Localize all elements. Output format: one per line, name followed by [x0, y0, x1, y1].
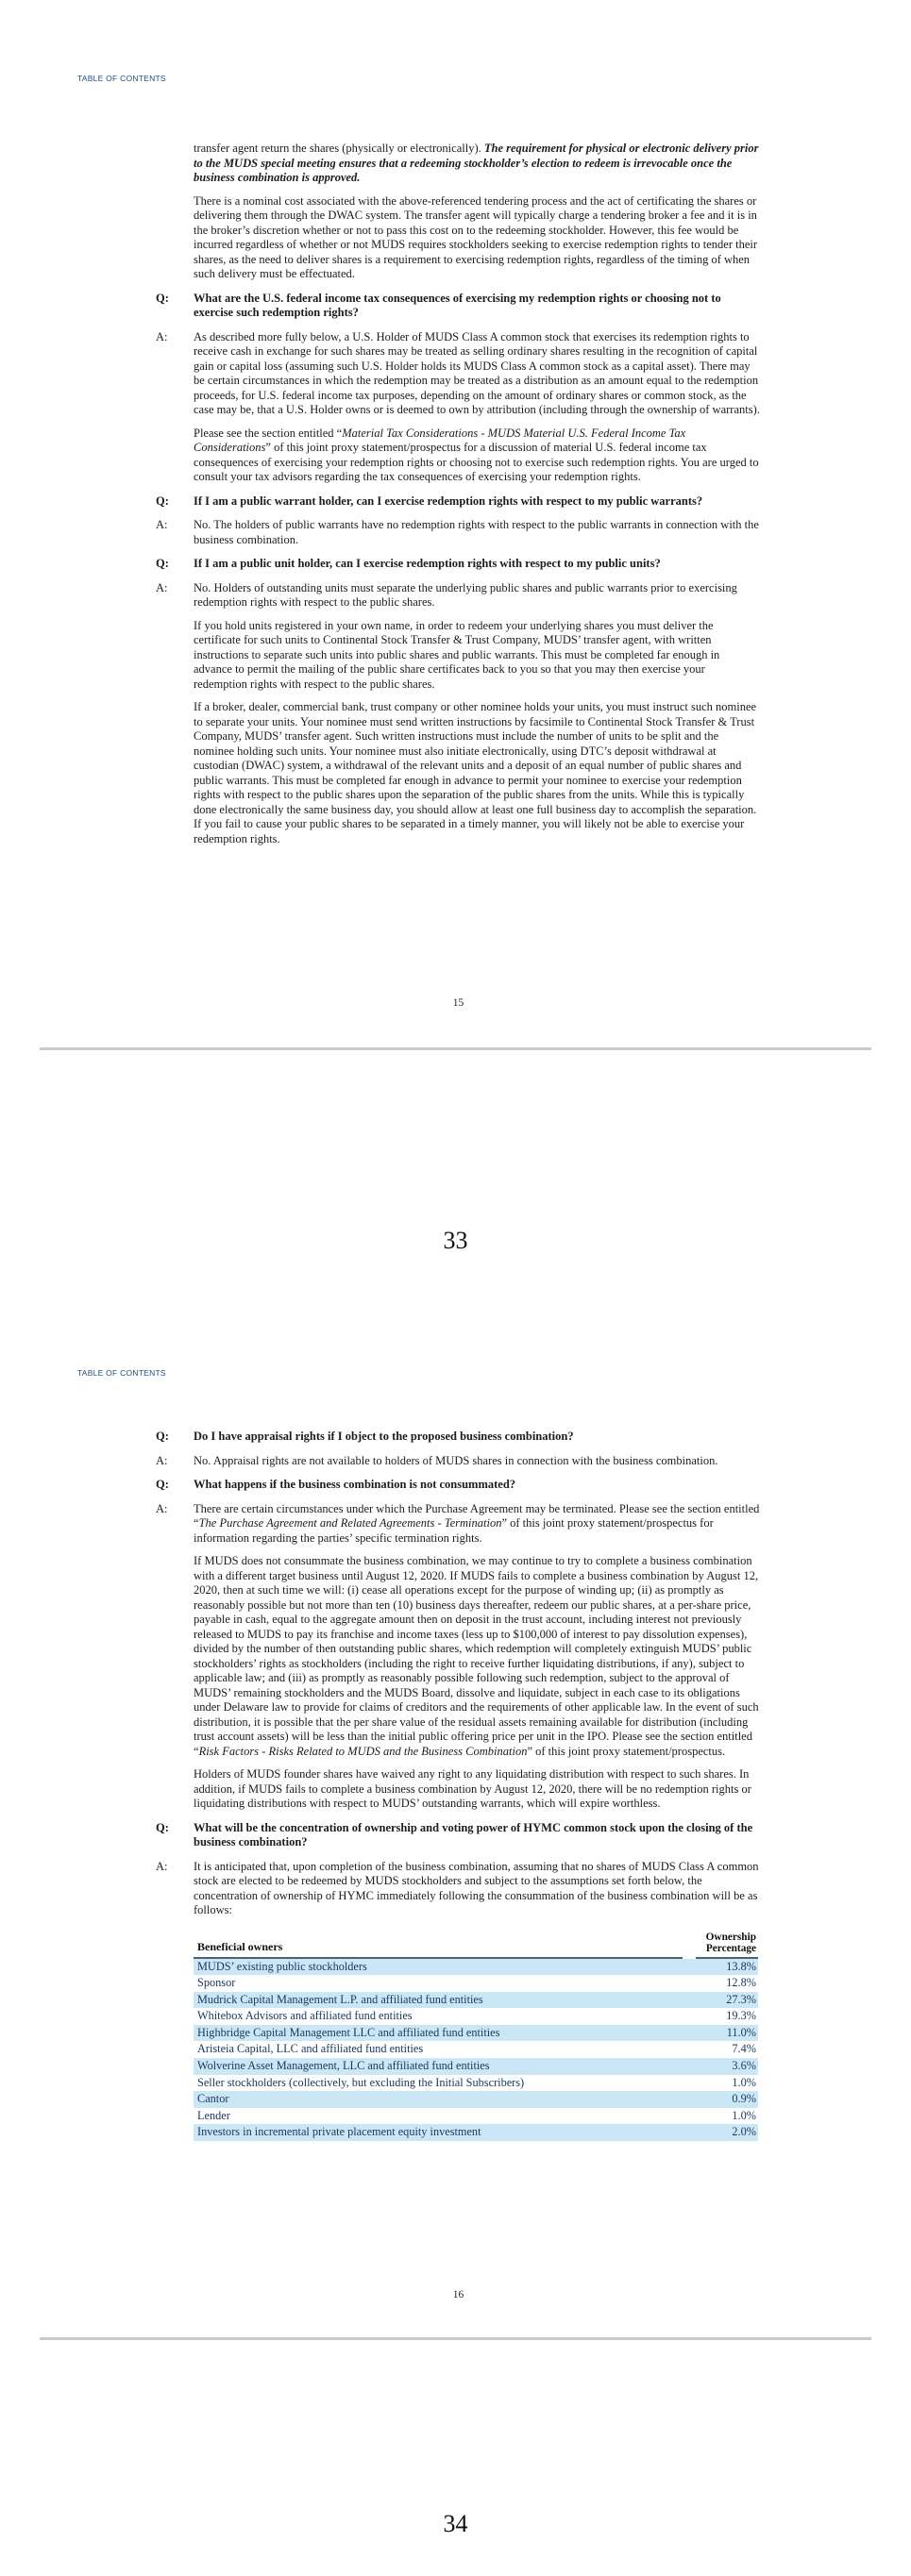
percentage-cell: 13.8% [726, 1959, 756, 1973]
answer-paragraph: Holders of MUDS founder shares have waived any right to any liquidating distribution with respect to such shares. In addition, if MUDS fails to complete a business combination by August 12, 2020, there will be no redemption rights or liquidating distributions with respect to MUDS’ outstanding warrants, which will expire worthless. [194, 1767, 751, 1810]
owner-cell: MUDS’ existing public stockholders [197, 1959, 367, 1973]
answer-label: A: [156, 1501, 168, 1515]
answer-paragraph: No. Appraisal rights are not available to holders of MUDS shares in connection with the business combination. [194, 1453, 718, 1467]
answer-paragraph: If a broker, dealer, commercial bank, trust company or other nominee holds your units, you must instruct such nominee to separate your units. Your nominee must send written instructions by facsimile to Continental Stock Transfer & Trust Company, MUDS’ transfer agent. Such written instructions must include the number of units to be split and the nominee holding such units. Your nominee must also initiate electronically, using DTC’s deposit withdrawal at custodian (DWAC) system, a withdrawal of the relevant units and a deposit of an equal number of public shares and public warrants. This must be completed far enough in advance to permit your nominee to exercise your redemption rights with respect to the public shares upon the separation of the public shares from the units. While this is typically done electronically the same business day, you should allow at least one full business day to accomplish the separation. If you fail to cause your public shares to be separated in a timely manner, you will likely not be able to exercise your redemption rights. [194, 700, 757, 845]
table-row [194, 2124, 758, 2141]
document-page-15 [0, 74, 911, 846]
percentage-cell: 27.3% [726, 1992, 756, 2006]
question-label: Q: [156, 291, 169, 305]
page-16-body [156, 1430, 761, 2141]
page-15-body [156, 142, 761, 846]
percentage-cell: 11.0% [726, 2025, 756, 2039]
owner-cell: Whitebox Advisors and affiliated fund entities [197, 2009, 413, 2023]
page-divider [40, 1047, 871, 1050]
percentage-cell: 19.3% [726, 2009, 756, 2023]
question-text: If I am a public unit holder, can I exercise redemption rights with respect to my public units? [194, 557, 661, 570]
question-row [156, 1430, 761, 1445]
answer-paragraph: No. Holders of outstanding units must separate the underlying public shares and public warrants prior to exercising redemption rights with respect to the public shares. [194, 580, 737, 609]
answer-paragraph: If MUDS does not consummate the business combination, we may continue to try to complete a business combination with a different target business until August 12, 2020. If MUDS fails to complete a business combination by August 12, 2020, then at such time we will: (i) cease all operations except for the purpose of winding up; (ii) as promptly as reasonably possible but not more than ten (10) business days thereafter, redeem our public shares, at a per-share price, payable in cash, equal to the aggregate amount then on deposit in the trust account, including interest not previously released to MUDS to pay its franchise and income taxes (less up to $100,000 of interest to pay dissolution expenses), divided by the number of then outstanding public shares, which redemption will completely extinguish MUDS’ public stockholders’ rights as stockholders (including the right to receive further liquidating distributions, if any), subject to applicable law; and (iii) as promptly as reasonably possible following such redemption, subject to the approval of MUDS’ remaining stockholders and the MUDS Board, dissolve and liquidate, subject in each case to its obligations under Delaware law to provide for claims of creditors and the requirements of other applicable law. In the event of such distribution, it is possible that the per share value of the residual assets remaining available for distribution (including trust account assets) will be less than the initial public offering price per unit in the IPO. Please see the section entitled “Risk Factors - Risks Related to MUDS and the Business Combination” of this joint proxy statement/prospectus. [194, 1554, 759, 1758]
question-row [156, 557, 761, 572]
owner-cell: Investors in incremental private placement equity investment [197, 2125, 481, 2139]
table-row [194, 1959, 758, 1976]
page-number: 15 [452, 997, 464, 1009]
answer-paragraph: No. The holders of public warrants have no redemption rights with respect to the public warrants in connection with the business combination. [194, 518, 759, 546]
answer-label: A: [156, 1859, 168, 1873]
document-page-16 [0, 1368, 911, 2141]
answer-label: A: [156, 580, 168, 594]
percentage-cell: 3.6% [732, 2059, 756, 2073]
sheet-number: 34 [443, 2510, 468, 2537]
question-text: What are the U.S. federal income tax consequences of exercising my redemption rights or choosing not to exercise such redemption rights? [194, 291, 721, 319]
sheet-number: 33 [443, 1227, 468, 1254]
table-of-contents-link[interactable]: TABLE OF CONTENTS [77, 1368, 166, 1378]
answer-row [156, 1860, 761, 1918]
table-row [194, 1992, 758, 2009]
question-row [156, 494, 761, 510]
table-row [194, 2075, 758, 2092]
owner-cell: Sponsor [197, 1976, 236, 1990]
answer-label: A: [156, 1453, 168, 1467]
answer-label: A: [156, 518, 168, 531]
question-text: What happens if the business combination is not consummated? [194, 1478, 516, 1491]
answer-paragraph: As described more fully below, a U.S. Holder of MUDS Class A common stock that exercises its redemption rights to receive cash in exchange for such shares may be treated as selling ordinary shares resulting in the recognition of capital gain or capital loss (assuming such U.S. Holder holds its MUDS Class A common stock as a capital asset). There may be certain circumstances in which the redemption may be treated as a distribution as an amount equal to the redemption proceeds, for U.S. federal income tax purposes, depending on the amount of ordinary shares or common stock, as the case may be, that a U.S. Holder owns or is deemed to own by attribution (including through the ownership of warrants). [194, 329, 760, 416]
question-row [156, 1478, 761, 1493]
question-label: Q: [156, 557, 169, 570]
question-text: What will be the concentration of ownership and voting power of HYMC common stock upon the closing of the business combination? [194, 1820, 753, 1848]
percentage-cell: 1.0% [732, 2075, 756, 2089]
question-text: Do I have appraisal rights if I object to the proposed business combination? [194, 1430, 574, 1443]
owner-cell: Wolverine Asset Management, LLC and affiliated fund entities [197, 2059, 490, 2073]
paragraph: There is a nominal cost associated with the above-referenced tendering process and the act of certificating the shares or delivering them through the DWAC system. The transfer agent will typically charge a tendering broker a fee and it is in the broker’s discretion whether or not to pass this cost on to the redeeming stockholder. However, this fee would be incurred regardless of whether or not MUDS requires stockholders seeking to exercise redemption rights to tender their shares, as the need to deliver shares is a requirement to exercising redemption rights, regardless of the timing of when such delivery must be effectuated. [194, 193, 758, 280]
ownership-table [194, 1932, 758, 2142]
answer-paragraph: If you hold units registered in your own name, in order to redeem your underlying shares you must deliver the certificate for such units to Continental Stock Transfer & Trust Company, MUDS’ transfer agent, with written instructions to separate such units into public shares and public warrants. This must be completed far enough in advance to permit the mailing of the public share certificates back to you so that you may then exercise your redemption rights with respect to the public shares. [194, 618, 720, 691]
question-text: If I am a public warrant holder, can I exercise redemption rights with respect to my public warrants? [194, 493, 703, 508]
answer-row [156, 581, 761, 611]
table-header-row [194, 1932, 758, 1959]
question-label: Q: [156, 1430, 169, 1443]
table-row [194, 2058, 758, 2075]
percentage-cell: 7.4% [732, 2042, 756, 2056]
table-row [194, 1975, 758, 1992]
answer-label: A: [156, 329, 168, 343]
percentage-cell: 0.9% [732, 2092, 756, 2106]
page-number: 16 [452, 2289, 464, 2300]
owner-cell: Lender [197, 2108, 230, 2122]
answer-paragraph: It is anticipated that, upon completion of the business combination, assuming that no shares of MUDS Class A common stock are elected to be redeemed by MUDS stockholders and subject to the assumptions set forth below, the concentration of ownership of HYMC immediately following the consummation of the business combination will be as follows: [194, 1859, 759, 1916]
table-header-owners: Beneficial owners [194, 1940, 683, 1959]
percentage-cell: 1.0% [732, 2108, 756, 2122]
percentage-cell: 12.8% [726, 1976, 756, 1990]
table-header-percentage: Ownership Percentage [696, 1932, 758, 1959]
question-label: Q: [156, 1478, 169, 1491]
table-row [194, 2041, 758, 2058]
table-row [194, 2008, 758, 2025]
table-row [194, 2091, 758, 2108]
table-row [194, 2108, 758, 2125]
owner-cell: Aristeia Capital, LLC and affiliated fund entities [197, 2042, 424, 2056]
answer-row [156, 1454, 761, 1469]
owner-cell: Mudrick Capital Management L.P. and affiliated fund entities [197, 1992, 483, 2006]
question-label: Q: [156, 493, 169, 508]
answer-row [156, 1502, 761, 1547]
question-row [156, 1821, 761, 1850]
paragraph: transfer agent return the shares (physically or electronically). The requirement for physical or electronic delivery prior to the MUDS special meeting ensures that a redeeming stockholder’s election to redeem is irrevocable once the business combination is approved. [194, 142, 759, 184]
owner-cell: Seller stockholders (collectively, but excluding the Initial Subscribers) [197, 2075, 525, 2089]
percentage-cell: 2.0% [732, 2125, 756, 2139]
page-divider [40, 2337, 871, 2340]
question-label: Q: [156, 1820, 169, 1834]
owner-cell: Cantor [197, 2092, 229, 2106]
table-of-contents-link[interactable]: TABLE OF CONTENTS [77, 74, 166, 83]
owner-cell: Highbridge Capital Management LLC and affiliated fund entities [197, 2025, 500, 2039]
table-row [194, 2025, 758, 2042]
answer-paragraph: Please see the section entitled “Material Tax Considerations - MUDS Material U.S. Federal Income Tax Considerations” of this joint proxy statement/prospectus for a discussion of material U.S. federal income tax consequences of exercising your redemption rights or choosing not to exercise such redemption rights. You are urged to consult your tax advisors regarding the tax consequences of exercising your redemption rights. [194, 426, 759, 483]
answer-paragraph: There are certain circumstances under which the Purchase Agreement may be terminated. Please see the section entitled “The Purchase Agreement and Related Agreements - Termination” of this joint proxy statement/prospectus for information regarding the parties’ specific termination rights. [194, 1501, 760, 1545]
answer-row [156, 518, 761, 547]
question-row [156, 292, 761, 321]
answer-row [156, 330, 761, 418]
